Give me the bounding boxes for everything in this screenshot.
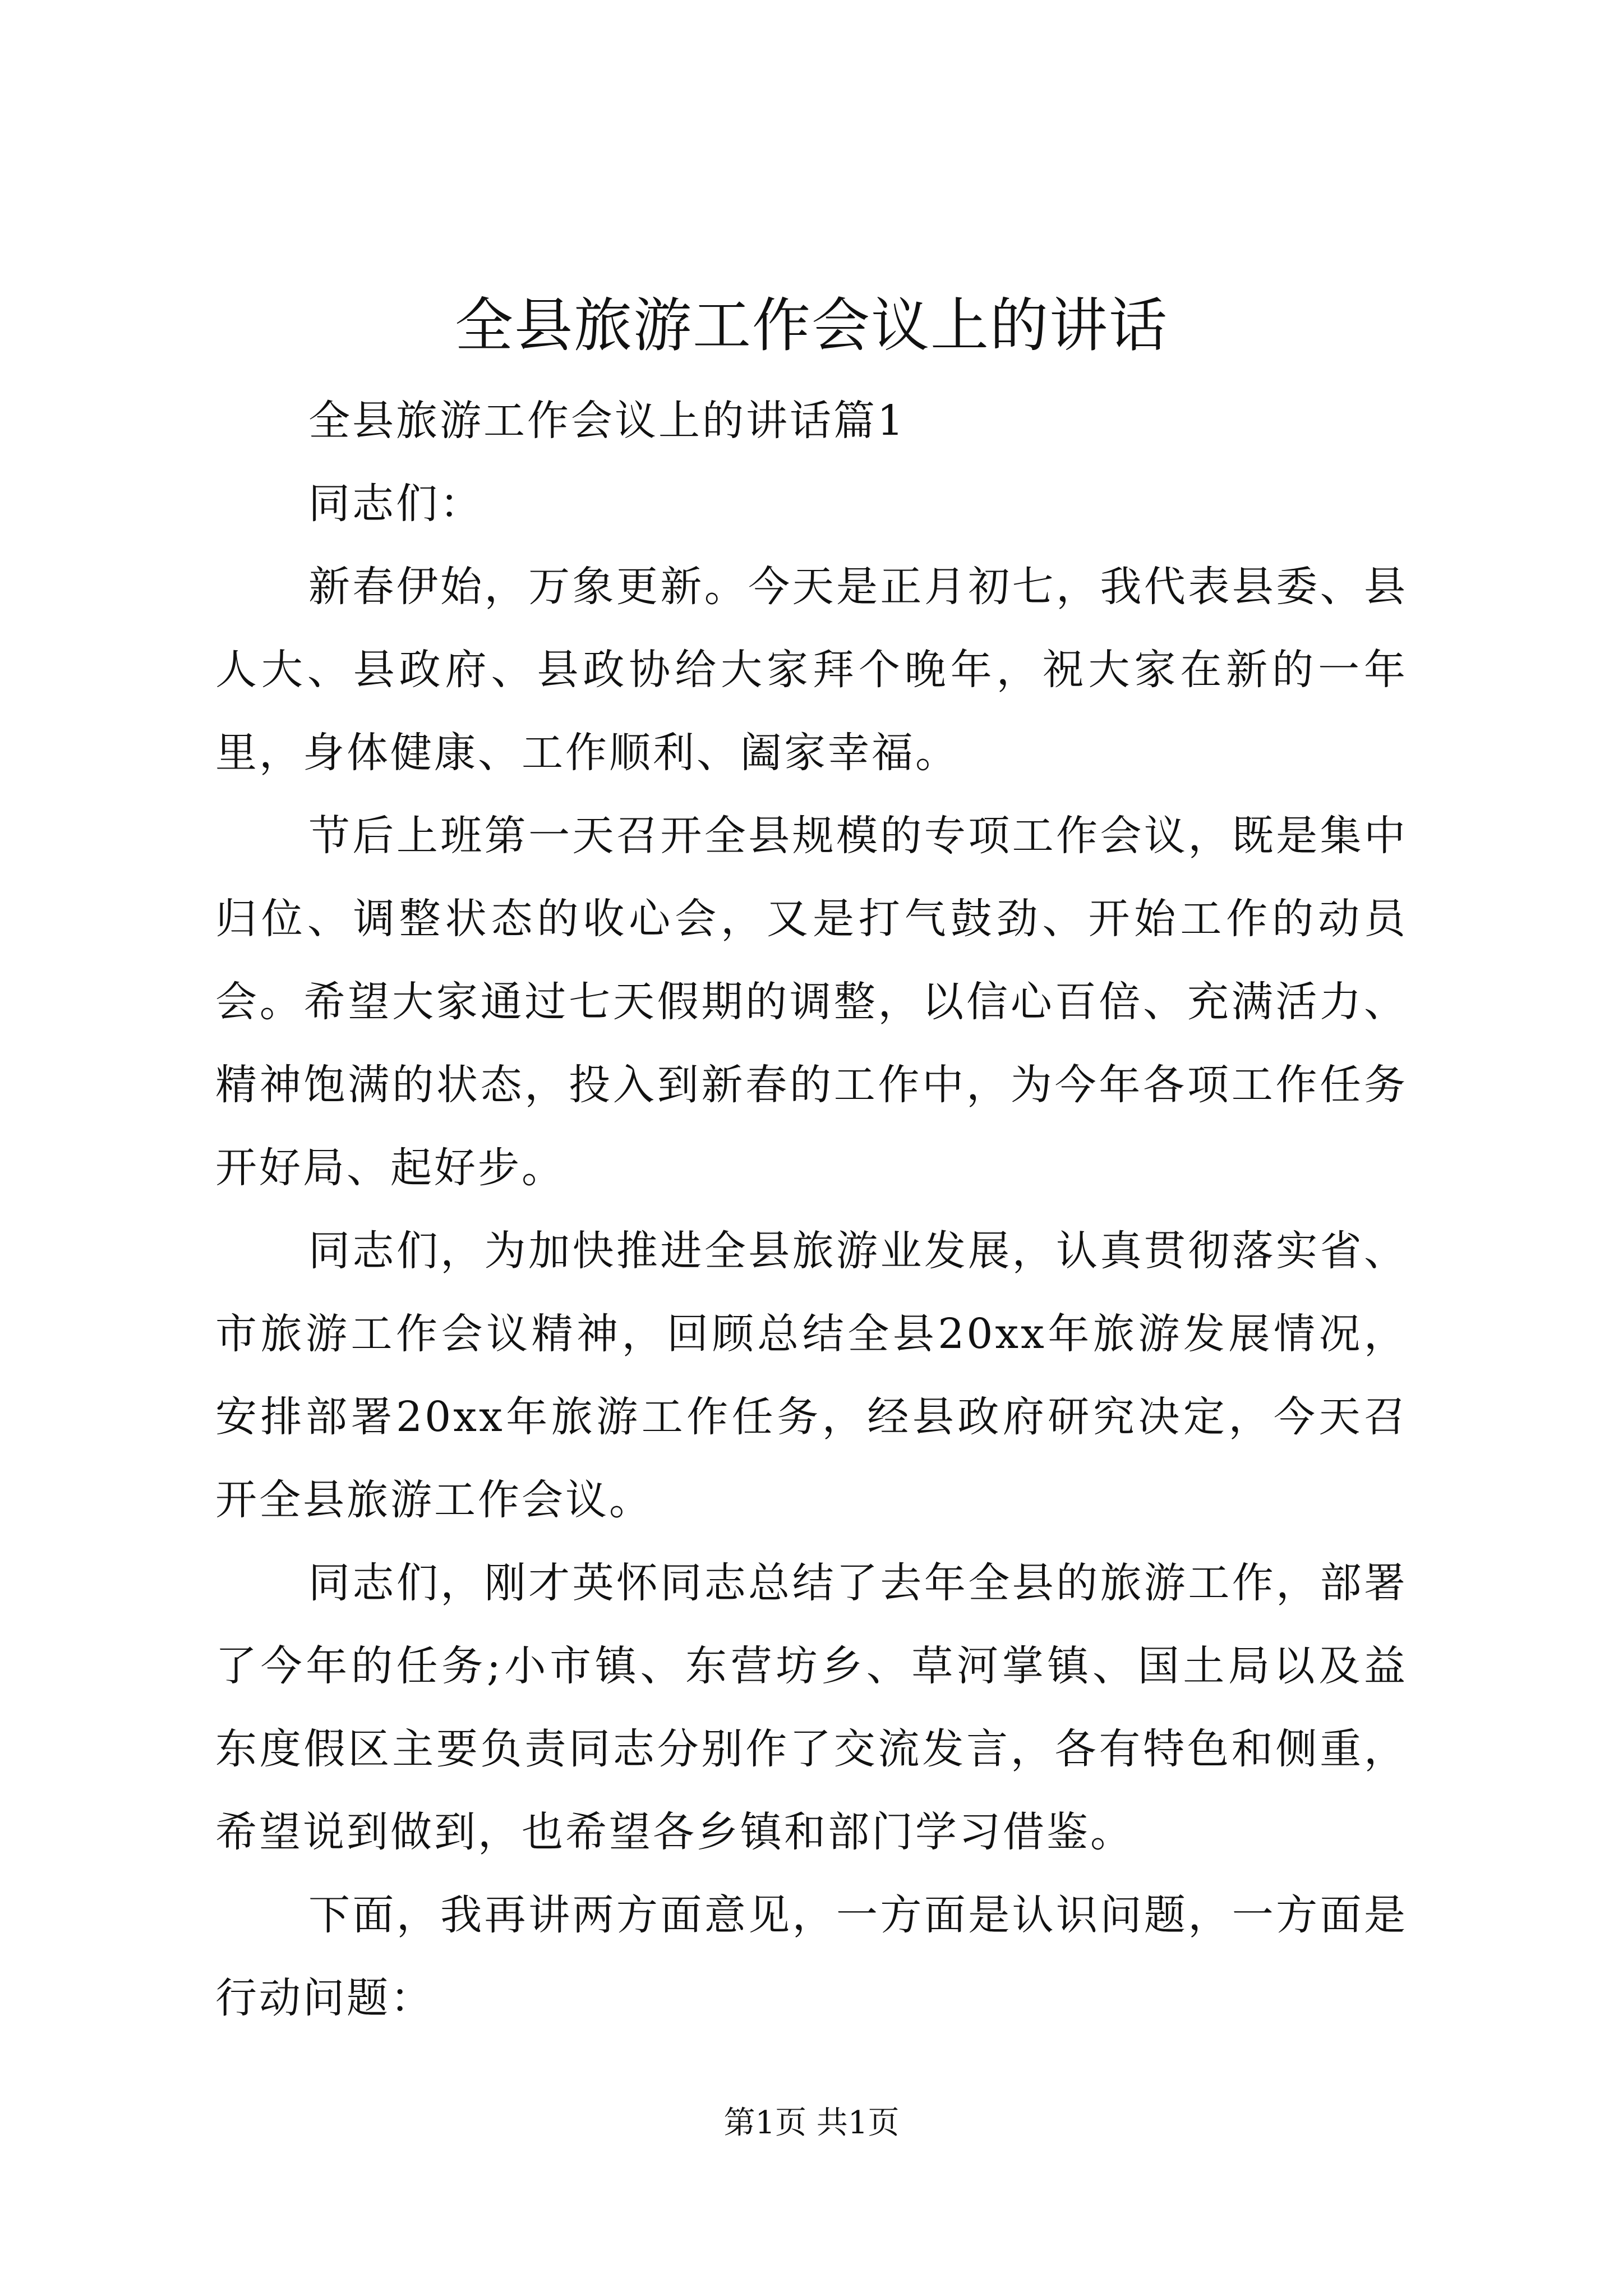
document-body <box>215 379 1408 2040</box>
subtitle-paragraph: 全县旅游工作会议上的讲话篇1 <box>308 397 906 445</box>
body-paragraph: 同志们，刚才英怀同志总结了去年全县的旅游工作，部署了今年的任务;小市镇、东营坊乡、草河掌镇、国土局以及益东度假区主要负责同志分别作了交流发言，各有特色和侧重，希望说到做到，也希望各乡镇和部门学习借鉴。 <box>215 1559 1408 1856</box>
body-paragraph: 新春伊始，万象更新。今天是正月初七，我代表县委、县人大、县政府、县政协给大家拜个晚年，祝大家在新的一年里，身体健康、工作顺利、阖家幸福。 <box>215 563 1408 777</box>
page-footer: 第1页 共1页 <box>723 2105 900 2141</box>
body-paragraph: 同志们，为加快推进全县旅游业发展，认真贯彻落实省、市旅游工作会议精神，回顾总结全县20xx年旅游发展情况，安排部署20xx年旅游工作任务，经县政府研究决定，今天召开全县旅游工作会议。 <box>215 1227 1408 1524</box>
salutation-paragraph: 同志们： <box>308 480 483 528</box>
body-paragraph: 下面，我再讲两方面意见，一方面是认识问题，一方面是行动问题： <box>215 1891 1408 2022</box>
body-paragraph: 节后上班第一天召开全县规模的专项工作会议，既是集中归位、调整状态的收心会，又是打气鼓劲、开始工作的动员会。希望大家通过七天假期的调整，以信心百倍、充满活力、精神饱满的状态，投入到新春的工作中，为今年各项工作任务开好局、起好步。 <box>215 812 1408 1192</box>
document-title: 全县旅游工作会议上的讲话 <box>454 291 1168 360</box>
